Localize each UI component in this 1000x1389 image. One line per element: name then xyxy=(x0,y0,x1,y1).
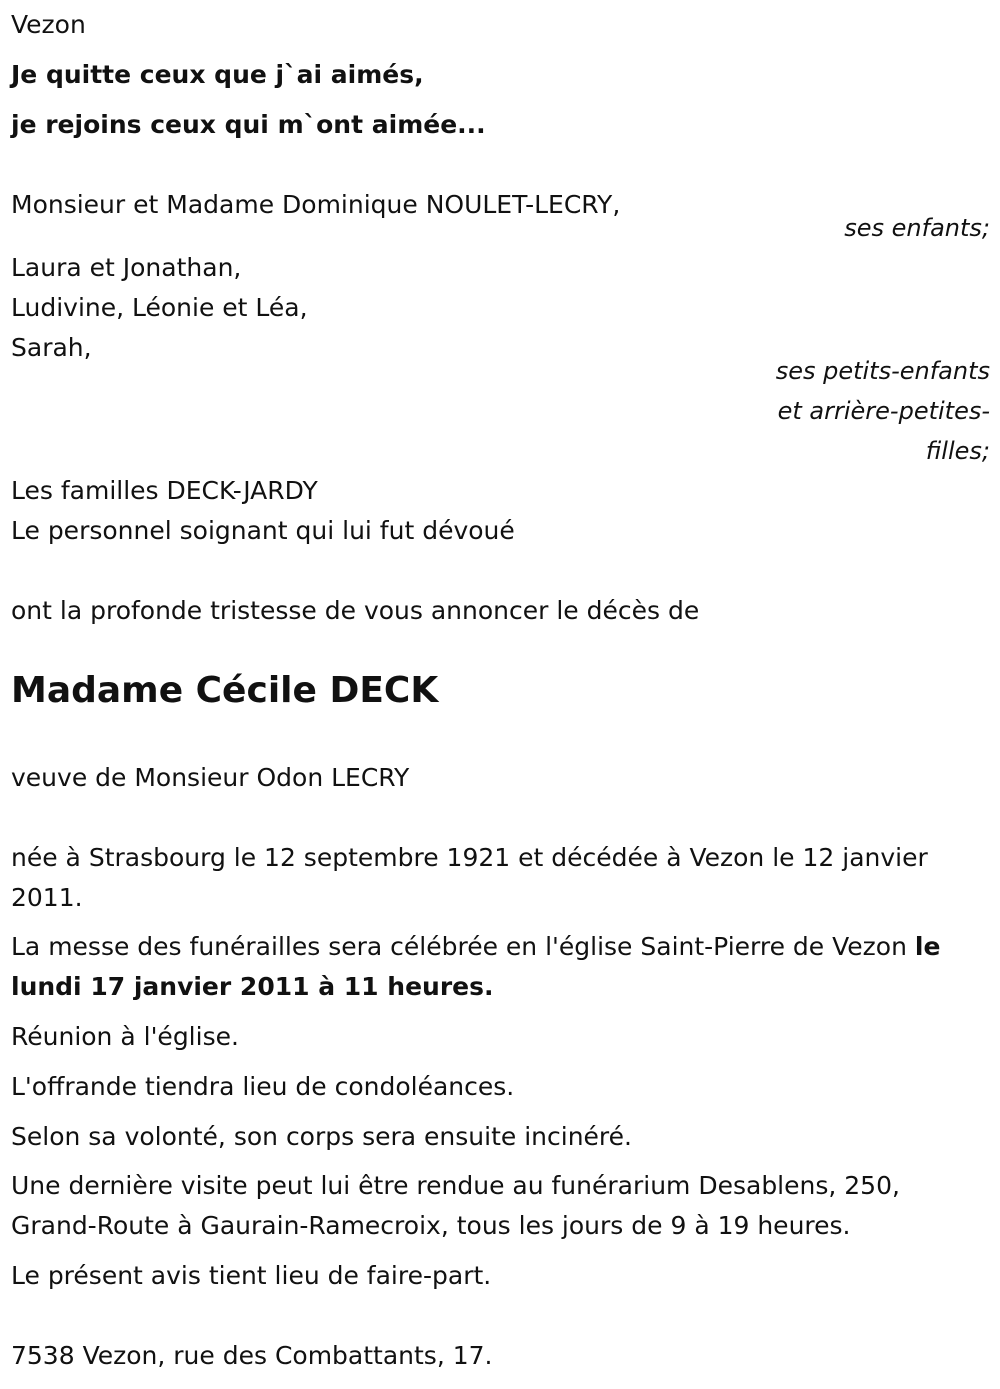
children-role: ses enfants; xyxy=(844,214,990,242)
funeral-datetime: le lundi 17 janvier 2011 à 11 heures. xyxy=(11,932,941,1001)
note-cremation: Selon sa volonté, son corps sera ensuite incinéré. xyxy=(11,1122,632,1151)
widow-of: veuve de Monsieur Odon LECRY xyxy=(11,763,410,792)
place-header: Vezon xyxy=(11,10,86,39)
grandchildren-role-1: ses petits-enfants xyxy=(775,357,990,385)
epitaph-line-2: je rejoins ceux qui m`ont aimée... xyxy=(11,110,486,139)
families-line: Les familles DECK-JARDY xyxy=(11,476,318,505)
funeral-info xyxy=(11,927,991,1007)
grandchild-line-3: Sarah, xyxy=(11,333,92,362)
deceased-name: Madame Cécile DECK xyxy=(11,670,439,711)
birth-death-info: née à Strasbourg le 12 septembre 1921 et décédée à Vezon le 12 janvier 2011. xyxy=(11,843,928,912)
funeral-text: La messe des funérailles sera célébrée en l'église Saint-Pierre de Vezon xyxy=(11,932,915,961)
grandchildren-role-2: et arrière-petites- xyxy=(777,397,990,425)
staff-line: Le personnel soignant qui lui fut dévoué xyxy=(11,516,515,545)
note-offering: L'offrande tiendra lieu de condoléances. xyxy=(11,1072,515,1101)
note-gathering: Réunion à l'église. xyxy=(11,1022,239,1051)
epitaph-line-1: Je quitte ceux que j`ai aimés, xyxy=(11,60,424,89)
address: 7538 Vezon, rue des Combattants, 17. xyxy=(11,1341,493,1370)
grandchild-line-2: Ludivine, Léonie et Léa, xyxy=(11,293,308,322)
note-faire-part: Le présent avis tient lieu de faire-part. xyxy=(11,1261,492,1290)
grandchildren-role-3: filles; xyxy=(925,437,990,465)
announcement-text: ont la profonde tristesse de vous annoncer le décès de xyxy=(11,596,700,625)
grandchild-line-1: Laura et Jonathan, xyxy=(11,253,242,282)
children-names: Monsieur et Madame Dominique NOULET-LECRY, xyxy=(11,190,621,219)
note-visit: Une dernière visite peut lui être rendue au funérarium Desablens, 250, Grand-Route à Gaurain-Ramecroix, tous les jours de 9 à 19 heures. xyxy=(11,1171,900,1240)
